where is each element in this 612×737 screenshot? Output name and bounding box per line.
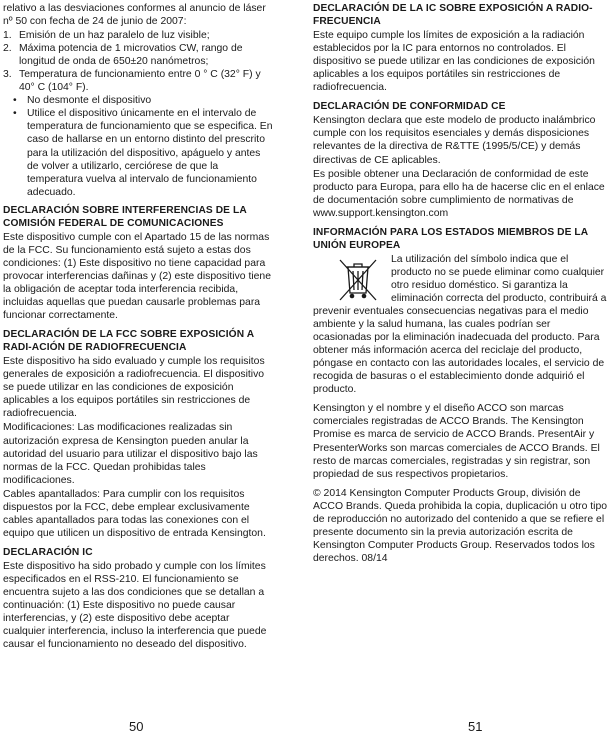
fcc-rf-heading: DECLARACIÓN DE LA FCC SOBRE EXPOSICIÓN A RADI-ACIÓN DE RADIOFRECUENCIA	[3, 329, 254, 354]
ic-heading: DECLARACIÓN IC	[3, 546, 93, 558]
cables-text: Cables apantallados: Para cumplir con los requisitos dispuestos por la FCC, debe emplear exclusivamente cables apantallados para todas las conexiones con el equipo que utilicen un dispositivo de entrada Kensington.	[3, 488, 266, 539]
ic-text: Este dispositivo ha sido probado y cumple con los límites especificados en el RSS-210. El funcionamiento se encuentra sujeto a las dos condiciones que se detallan a continuación: (1) Este dispositivo no puede causar interferencias, y (2) este dispositivo debe aceptar cualquier interferencia, incluso la interferencia que puede causar el funcionamiento no deseado del dispositivo.	[3, 560, 267, 651]
laser-intro: relativo a las desviaciones conformes al anuncio de láser nº 50 con fecha de 24 de junio de 2007:	[3, 3, 266, 28]
ce-heading: DECLARACIÓN DE CONFORMIDAD CE	[313, 101, 506, 113]
bullet-icon: •	[13, 95, 17, 107]
eu-heading: INFORMACIÓN PARA LOS ESTADOS MIEMBROS DE LA UNIÓN EUROPEA	[313, 226, 588, 251]
safety-bullets	[3, 94, 273, 198]
ce-text: Kensington declara que este modelo de producto inalámbrico cumple con los requisitos esenciales y demás disposiciones relevantes de la directiva de R&TTE (1995/5/CE) y demás directivas de CE aplicables.	[313, 115, 596, 166]
modifications-text: Modificaciones: Las modificaciones realizadas sin autorización expresa de Kensington pueden anular la autoridad del usuario para utilizar el dispositivo bajo las normas de la FCC. Quedan prohibidas tales modificaciones.	[3, 422, 258, 486]
fcc-heading: DECLARACIÓN SOBRE INTERFERENCIAS DE LA COMISIÓN FEDERAL DE COMUNICACIONES	[3, 204, 247, 229]
list-item: • No desmonte el dispositivo	[13, 95, 152, 107]
page-number-right: 51	[468, 719, 483, 734]
crossed-out-wheelie-bin-icon	[335, 255, 381, 305]
laser-spec-list	[3, 29, 273, 94]
left-column	[3, 2, 273, 652]
list-item: 2. Máxima potencia de 1 microvatios CW, rango de longitud de onda de 650±20 nanómetros;	[3, 43, 243, 68]
ce-text-2: Es posible obtener una Declaración de conformidad de este producto para Europa, para ello ha de hacerse clic en el enlace de documentación sobre cumplimiento de normativas de www.support.kensington.com	[313, 168, 605, 219]
copyright-text: © 2014 Kensington Computer Products Group, división de ACCO Brands. Queda prohibida la copia, duplicación u otro tipo de reproducción no autorizado del contenido a que se refiere el presente documento sin la previa autorización escrita de Kensington Computer Products Group. Reservados todos los derechos. 08/14	[313, 487, 607, 564]
list-item: 1. Emisión de un haz paralelo de luz visible;	[3, 30, 210, 42]
ic-rf-text: Este equipo cumple los límites de exposición a la radiación establecidos por la IC para entornos no controlados. El dispositivo se puede utilizar en las condiciones de exposición aplicables a los equipos portátiles sin restricciones de radiofrecuencia.	[313, 30, 595, 94]
fcc-text: Este dispositivo cumple con el Apartado 15 de las normas de la FCC. Su funcionamiento está sujeto a estas dos condiciones: (1) Este dispositivo no tiene capacidad para provocar interferencias dañinas y (2) este dispositivo tiene la obligación de aceptar toda interferencia recibida, incluidas aquellas que puedan causarle problemas para funcionar correctamente.	[3, 231, 271, 322]
page-number-left: 50	[129, 719, 144, 734]
right-column	[313, 2, 609, 566]
list-item: 3. Temperatura de funcionamiento entre 0 ° C (32° F) y 40° C (104° F).	[3, 69, 261, 94]
bullet-icon: •	[13, 108, 17, 120]
fcc-rf-text: Este dispositivo ha sido evaluado y cumple los requisitos generales de exposición a radiofrecuencia. El dispositivo se puede utilizar en las condiciones de exposición aplicables a los equipos portátiles sin restricciones de radiofrecuencia.	[3, 356, 265, 420]
eu-section	[313, 253, 609, 397]
trademarks-text: Kensington y el nombre y el diseño ACCO son marcas comerciales registradas de ACCO Brands. The Kensington Promise es marca de servicio de ACCO Brands. PresentAir y PresenterWorks son marcas comerciales de ACCO Brands. El resto de marcas comerciales, registradas y sin registrar, son propiedad de sus respectivos propietarios.	[313, 403, 600, 480]
eu-text: La utilización del símbolo indica que el producto no se puede eliminar como cualquier otro residuo doméstico. Si garantiza la eliminación correcta del producto, contribuirá a prevenir eventuales consecuencias negativas para el medio ambiente y la salud humana, las cuales podrían ser ocasionadas por la eliminación inadecuada del producto. Para obtener más información acerca del reciclaje del producto, póngase en contacto con las autoridades locales, el servicio de recogida de basuras o el establecimiento donde adquirió el producto.	[313, 253, 607, 396]
ic-rf-heading: DECLARACIÓN DE LA IC SOBRE EXPOSICIÓN A RADIO-FRECUENCIA	[313, 3, 593, 28]
list-item: • Utilice el dispositivo únicamente en el intervalo de temperatura de funcionamiento que se especifica. En caso de hallarse en un entorno distinto del prescrito para la utilización del dispositivo, apáguelo y antes de volver a utilizarlo, cerciórese de que la temperatura vuelva al intervalo de funcionamiento adecuado.	[13, 108, 273, 198]
